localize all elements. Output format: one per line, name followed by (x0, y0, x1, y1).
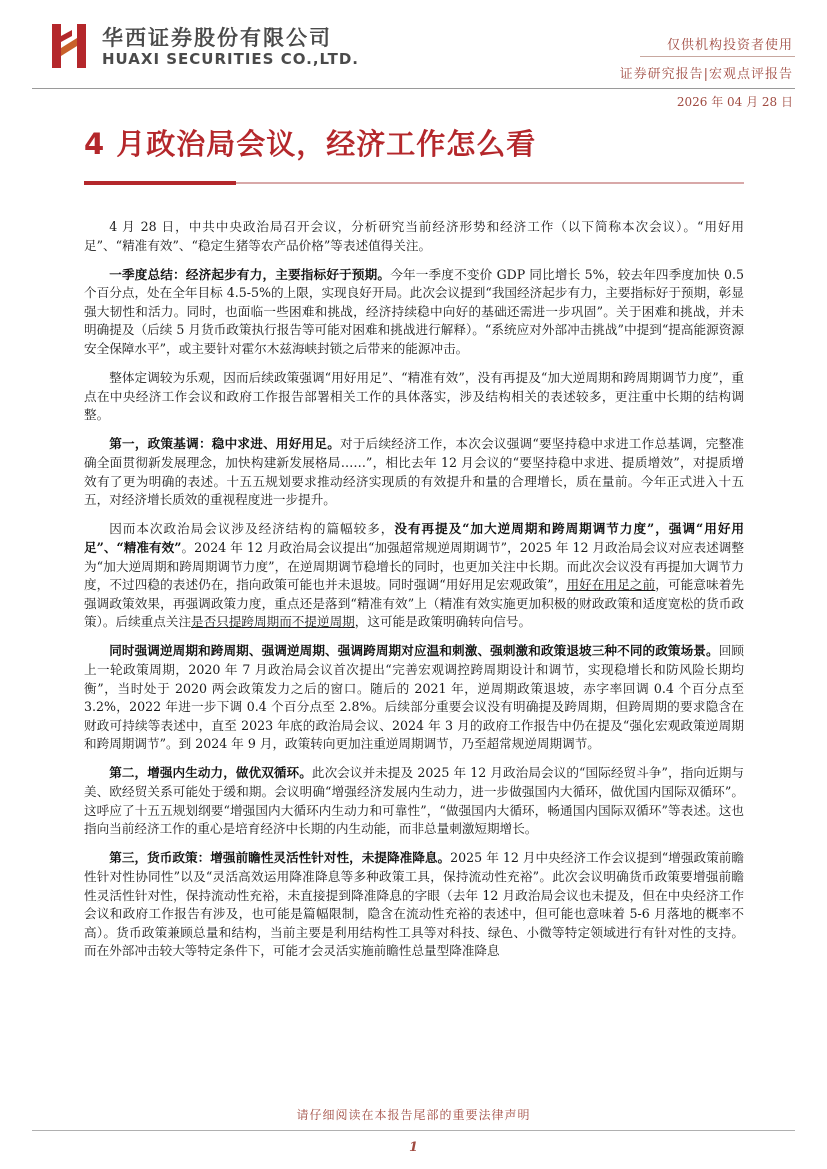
report-title: 4 月政治局会议，经济工作怎么看 (84, 127, 537, 161)
paragraph-text: 对于后续经济工作，本次会议强调“要坚持稳中求进工作总基调，完整准确全面贯彻新发展理念，加快构建新发展格局……”，相比去年 12 月会议的“要坚持稳中求进、提质增效”，对提质增效有了更为明确的表述。十五五规划要求推动经济实现质的有效提升和量的合理增长，质在量前。今年正式进入十五五，对经济增长质效的重视程度进一步提升。 (84, 436, 744, 508)
report-body (84, 218, 744, 971)
paragraph-emphasis: 没有再提及“加大逆周期和跨周期调节力度”，强调“用好用足”、“精准有效” (84, 521, 745, 555)
paragraph-heading: 同时强调逆周期和跨周期、强调逆周期、强调跨周期对应温和刺激、强刺激和政策退坡三种不同的政策场景。 (109, 643, 719, 659)
paragraph-heading: 第一，政策基调：稳中求进、用好用足。 (109, 436, 341, 452)
paragraph-heading: 第三，货币政策：增强前瞻性灵活性针对性，未提降准降息。 (109, 850, 451, 866)
huaxi-logo-icon (52, 22, 92, 70)
report-date: 2026 年 04 月 28 日 (676, 95, 793, 109)
paragraph-text: 此次会议并未提及 2025 年 12 月政治局会议的“国际经贸斗争”，指向近期与美、欧经贸关系可能处于缓和期。会议明确“增强经济发展内生动力，进一步做强国内大循环，做优国内国际双循环”。这呼应了十五五规划纲要“增强国内大循环内生动力和可靠性”，“做强国内大循环，畅通国内国际双循环”等表述。这也指向当前经济工作的重心是培育经济中长期的内生动能，而非总量刺激短期增长。 (84, 765, 745, 837)
paragraph-overall-tone (84, 369, 744, 425)
underlined-text: 是否只提跨周期而不提逆周期 (191, 614, 355, 630)
paragraph-structure (84, 520, 744, 632)
paragraph-text: 2025 年 12 月中央经济工作会议提到“增强政策前瞻性针对性协同性”以及“灵活高效运用降准降息等多种政策工具，保持流动性充裕”。此次会议明确货币政策要增强前瞻性灵活性针对性，保持流动性充裕，未直接提到降准降息的字眼（去年 12 月政治局会议也未提及，但在中央经济工作会议和政府工作报告有涉及，也可能是篇幅限制，隐含在流动性充裕的表述中，但可能也意味着 5-6 月落地的概率不高）。货币政策兼顾总量和结构，当前主要是利用结构性工具等对科技、绿色、小微等特定领域进行有针对性的支持。而在外部冲击较大等特定条件下，可能才会灵活实施前瞻性总量型降准降息 (84, 850, 745, 959)
title-underline-dark (84, 181, 236, 185)
paragraph-text: 因而本次政治局会议涉及经济结构的篇幅较多， (109, 521, 395, 537)
legal-notice: 请仔细阅读在本报告尾部的重要法律声明 (296, 1108, 531, 1122)
report-type: 证券研究报告|宏观点评报告 (619, 67, 793, 82)
paragraph-q1-summary (84, 266, 744, 359)
company-name-en: HUAXI SECURITIES CO.,LTD. (102, 50, 359, 68)
paragraph-text: ，可能意味着先强调政策效果，再强调政策力度，重点还是落到“精准有效”上（精准有效实施更加积极的财政政策和适度宽松的货币政策）。后续重点关注 (84, 577, 744, 630)
underlined-text: 用好在用足之前 (566, 577, 656, 593)
company-name-cn: 华西证券股份有限公司 (102, 26, 332, 50)
paragraph-text: ，这可能是政策明确转向信号。 (354, 614, 532, 630)
page-number: 1 (408, 1140, 419, 1155)
paragraph-text: 今年一季度不变价 GDP 同比增长 5%，较去年四季度加快 0.5 个百分点，处在全年目标 4.5-5%的上限，实现良好开局。此次会议提到“我国经济起步有力，主要指标好于预期，彰显强大韧性和活力。同时，也面临一些困难和挑战，经济持续稳中向好的基础还需进一步巩固”。关于困难和挑战，并未明确提及（后续 5 月货币政策执行报告等可能对困难和挑战进行解释）。“系统应对外部冲击挑战”中提到“提高能源资源安全保障水平”，或主要针对霍尔木兹海峡封锁之后带来的能源冲击。 (84, 266, 744, 357)
paragraph-policy-tone (84, 435, 744, 509)
paragraph-text: 回顾上一轮政策周期，2020 年 7 月政治局会议首次提出“完善宏观调控跨周期设计和调节，实现稳增长和防风险长期均衡”，当时处于 2020 两会政策发力之后的窗口。随后的 2021 年，逆周期政策退坡，赤字率回调 0.4 个百分点至 3.2%，2022 年进一步下调 0.4 个百分点至 2.8%。后续部分重要会议没有明确提及跨周期，但跨周期的要求隐含在财政可持续等表述中，直至 2023 年底的政治局会议、2024 年 3 月的政府工作报告中仍在提及“强化宏观政策逆周期和跨周期调节”。到 2024 年 9 月，政策转向更加注重逆周期调节，乃至超常规逆周期调节。 (84, 643, 745, 752)
paragraph-text: 4 月 28 日，中共中央政治局召开会议，分析研究当前经济形势和经济工作（以下简称本次会议）。“用好用足”、“精准有效”、“稳定生猪等农产品价格”等表述值得关注。 (84, 219, 744, 253)
paragraph-heading: 第二，增强内生动力，做优双循环。 (109, 765, 312, 781)
paragraph-dual-circulation (84, 764, 744, 838)
paragraph-text: 。2024 年 12 月政治局会议提出“加强超常规逆周期调节”，2025 年 12 月政治局会议对应表述调整为“加大逆周期和跨周期调节力度”，在逆周期调节稳增长的同时，也更加关注中长期。而此次会议没有再提加大调节力度，不过四稳的表述仍在，指向政策可能也并未退坡。同时强调“用好用足宏观政策”， (84, 539, 744, 593)
title-underline-light (236, 182, 744, 184)
paragraph-heading: 一季度总结：经济起步有力，主要指标好于预期。 (109, 266, 391, 282)
header-divider (640, 56, 795, 57)
paragraph-monetary-policy (84, 849, 744, 961)
paragraph-intro (84, 218, 744, 255)
paragraph-text: 整体定调较为乐观，因而后续政策强调“用好用足”、“精准有效”，没有再提及“加大逆周期和跨周期调节力度”，重点在中央经济工作会议和政府工作报告部署相关工作的具体落实，涉及结构相关的表述较多，更注重中长期的结构调整。 (84, 370, 744, 423)
paragraph-policy-scenarios (84, 642, 744, 754)
footer-divider (32, 1130, 795, 1131)
audience-note: 仅供机构投资者使用 (666, 38, 793, 53)
header-separator (32, 88, 795, 89)
